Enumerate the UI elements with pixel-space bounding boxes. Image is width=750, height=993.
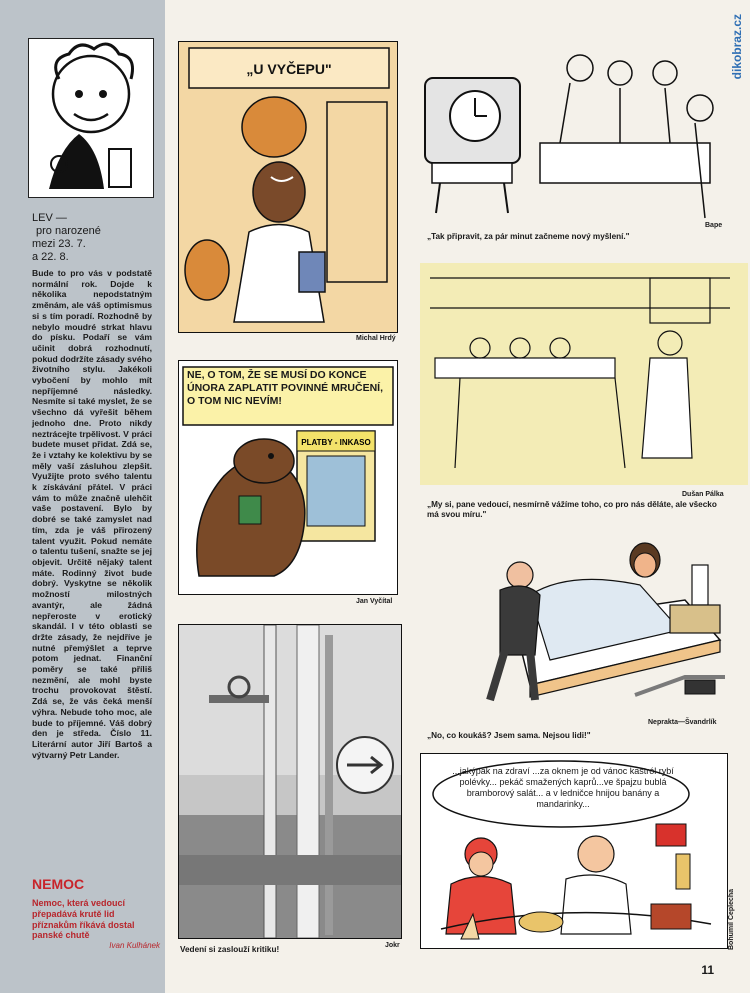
credit-dusan-palka: Dušan Pálka bbox=[682, 491, 724, 498]
sidebar bbox=[0, 0, 165, 993]
cartoon-u-vycepu bbox=[178, 41, 398, 333]
nemoc-poem bbox=[32, 898, 160, 952]
pub-sign: „U VYČEPU" bbox=[246, 61, 332, 77]
cartoon-dinner bbox=[420, 753, 728, 949]
window-sign: PLATBY - INKASO bbox=[301, 438, 371, 447]
nemoc-title: NEMOC bbox=[32, 876, 85, 892]
dinner-bubble: ...jakýpak na zdraví ...za oknem je od vánoc kastról rybí polévky... pekáč smažených kaprů...ve špajzu bublá bramborový salát... a v ledničce hnijou banány a mandarinky... bbox=[452, 766, 674, 809]
horoscope-text: Bude to pro vás v podstatě normální rok. Dojde k několika nepodstatným změnám, ale váš optimismus si s tím poradí. Rozhodně by nebylo moudré strkat hlavu do písku. Podaří se vám učinit dobrá rozhodnutí, pokud dodržíte zásady svého životního stylu. Jakékoli vybočení by mohlo mít nepříjemné následky. Nesmíte si také myslet, že se všechno dá vyřešit během jednoho dne. Proto nikdy neztrácejte trpělivost. V práci budete muset přidat. Zdá se, že i vztahy ke kolektivu by se měly vaší zásluhou zlepšit. Využijte proto svého talentu k získávání přátel. V práci vám to může značně ulehčit vaše postavení. Bylo by dobré se také zamyslet nad tím, zda je váš přirozený talent využit. Pokud nemáte o talentu tušení, snažte se jej objevit. Určitě nějaký talent máte. Rodinný život bude dobrý. Vyskytne se několik možností milostných avantýr, ale žádná nepřeroste v erotický skandál. I v této oblasti se držte zásady, že nejdříve je nutné přemýšlet a teprve potom jednat. Finanční poměry se také příliš nezmění, ale mohl byste trochu provokovat štěstí. Zdá se, že vás čeká menší výhra. Nebude toho moc, ale bude to příjemné. Váš dobrý den je středa. Číslo 11. Literární autor Jiří Bartoš a výtvarný Petr Lander. bbox=[32, 268, 152, 760]
sign-title: LEV — bbox=[32, 212, 67, 224]
credit-michal-hrdy: Michal Hrdý bbox=[356, 335, 396, 342]
cartoon-yellow-pub bbox=[420, 263, 748, 485]
date-line: a 22. 8. bbox=[32, 251, 69, 263]
date-line: pro narozené bbox=[36, 225, 101, 237]
bear-speech: NE, O TOM, ŽE SE MUSÍ DO KONCE ÚNORA ZAPLATIT POVINNÉ MRUČENÍ, O TOM NIC NEVÍM! bbox=[187, 369, 383, 407]
caption-tv-party: „Tak připravit, za pár minut začneme nový myšlení." bbox=[427, 232, 630, 241]
credit-jokr: Jokr bbox=[385, 942, 400, 949]
cartoon-bedroom bbox=[420, 535, 725, 715]
credit-bape: Bape bbox=[705, 222, 723, 229]
cartoon-tv-party bbox=[420, 38, 725, 228]
date-line: mezi 23. 7. bbox=[32, 238, 86, 250]
credit-jan-vycital: Jan Vyčítal bbox=[356, 598, 393, 605]
site-watermark: dikobraz.cz bbox=[730, 14, 744, 80]
credit-bohumil-ceplecha: Bohumil Ceplecha bbox=[728, 888, 735, 950]
photo-pipes bbox=[178, 624, 402, 939]
caption-yellow-pub: „My si, pane vedoucí, nesmírně vážíme toho, co pro nás děláte, ale všecko má svou míru." bbox=[427, 500, 717, 519]
page-number: 11 bbox=[701, 963, 714, 977]
nemoc-author: Ivan Kulhánek bbox=[109, 941, 160, 951]
lion-cartoon-thumbnail bbox=[28, 38, 154, 198]
sign-heading bbox=[32, 212, 101, 264]
caption-bedroom: „No, co koukáš? Jsem sama. Nejsou lidi!" bbox=[427, 731, 591, 740]
photo-caption: Vedení si zaslouží kritiku! bbox=[180, 945, 280, 954]
nemoc-poem-text: Nemoc, která vedoucí přepadává krutě lid příznakům říkává dostal panské chutě bbox=[32, 898, 135, 941]
credit-neprakta-svandrlik: Neprakta—Švandrlík bbox=[648, 719, 717, 726]
cartoon-bear bbox=[178, 360, 398, 595]
